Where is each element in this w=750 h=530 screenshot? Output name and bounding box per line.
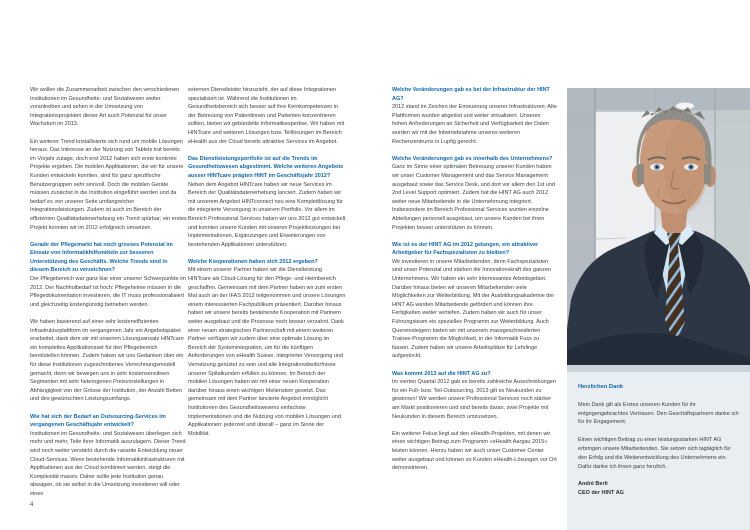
thanks-paragraph: Einen wichtigen Beitrag zu einer leistungsstarken HINT AG erbringen unsere Mitarbeitenden. Sie setzen sich tagtäglich für den Erfolg und die Weiterentwicklung des Unternehmens ein. Dafür danke ich ihnen ganz herzlich. xyxy=(578,437,731,470)
interview-question: Welche Kooperationen haben sich 2012 ergeben? xyxy=(188,258,318,265)
text-column-left xyxy=(30,86,187,507)
body-paragraph: Wir investieren in unsere Mitarbeitenden, denn Fachspezialisten sind unser Potenzial und stärken die Innovationskraft des ganzen Unternehmens. Wir haben ein sehr interessantes Arbeitsgebiet. Darüber hinaus bieten wir unseren Mitarbeitenden viele Möglichkeiten zur Weiterbildung. Mit der Ausbildungsakademie der HINT AG werden Mitarbeitende gefördert und können ihre Fertigkeiten weiter vertiefen. Zudem haben wir auch für unser Führungsteam ein spezielles Programm zur Weiterbildung. Auch Quereinsteigern bieten wir mit unserem massgeschneiderten Trainee-Programm die Möglichkeit, in der Informatik Fuss zu fassen. Zudem haben wir unsere Arbeitsplätze für Lehrlinge aufgestockt. xyxy=(392,258,555,360)
body-paragraph: Neben dem Angebot HINTcare haben wir neue Services im Bereich der Qualitätsdatenerhebung lanciert. Zudem haben wir mit unserem Angebot HINTconnect neu eine Komplettlösung für die integrierte Versorgung in unserem Portfolio. Vor allem im Bereich Professional Services haben wir uns 2012 gut entwickelt und konnten unsere Kunden mit unseren Projektleistungen bei Implementationen, Ergänzungen und Erweiterungen von bestehenden Applikationen unterstützen. xyxy=(188,181,346,248)
interview-question: Welche Veränderungen gab es bei der Infrastruktur der HINT AG? xyxy=(392,87,550,102)
thanks-paragraph: Mein Dank gilt als Erstes unseren Kunden für ihr entgegengebrachtes Vertrauen. Den Geschäftspartnern danke ich für ihr Engagement. xyxy=(578,401,739,426)
thanks-panel xyxy=(567,372,750,530)
interview-question: Was kommt 2013 auf die HINT AG zu? xyxy=(392,370,491,377)
text-column-middle xyxy=(188,86,346,447)
body-paragraph: Institutionen im Gesundheits- und Sozialwesen überlegen sich mehr und mehr, Teile ihrer Informatik auszulagern. Dieser Trend wird noch weiter verstärkt durch die rasante Entwicklung neuer Cloud-Services. Wenn bestehende Informatikinfrastrukturen mit Applikationen aus der Cloud kombiniert werden, steigt die Komplexität massiv. Daher sollte jede Institution genau abwägen, ob sie selbst in die Umsetzung investieren will oder einen xyxy=(30,430,186,497)
text-column-right xyxy=(392,86,557,481)
ceo-portrait-illustration xyxy=(567,88,750,372)
body-paragraph: Der Pflegebereich war ganz klar einer unserer Schwerpunkte im 2012. Der Nachholbedarf ist hoch: Pflegeheime müssen in die Pflegedokumentation investieren, die IT muss professionalisiert und gleichzeitig kostengünstig betrieben werden. xyxy=(30,276,186,308)
body-paragraph: Ein weiterer Fokus liegt auf den eHealth-Projekten, mit denen wir einen wichtigen Beitrag zum Programm «eHealth Aargau 2015» leisten können. Hierzu haben wir auch unser Customer Center weiter ausgebaut und können so Kunden eHealth-Lösungen vor Ort demonstrieren. xyxy=(392,430,557,472)
interview-question: Wie hat sich der Bedarf an Outsourcing-Services im vergangenen Geschäftsjahr entwickelt? xyxy=(30,413,166,429)
body-paragraph: Mit einem unserer Partner haben wir die Dienstleistung HINTcare als Cloud-Lösung für den Pflege- und Heimbereich geschaffen. Gemeinsam mit dem Partner haben wir zum ersten Mal auch an der IFAS 2012 teilgenommen und unsere Lösungen einem interessierten Fachpublikum präsentiert. Darüber hinaus haben wir unsere bereits bestehende Kooperation mit Partnern weiter ausgebaut und die Prozesse noch besser verzahnt. Dank einer neuen strategischen Partnerschaft mit einem weiteren Partner verfügen wir zudem über eine optimale Lösung im Bereich der Systemintegration, um für die künftigen Anforderungen von eHealth Suisse, integrierter Versorgung und Vernetzung gerüstet zu sein und alle Integrationsbedürfnisse unserer Spitalkunden erfüllen zu können. Im Bereich der mobilen Lösungen haben wir mit einer neuen Kooperation darüber hinaus einen wichtigen Meilenstein gesetzt. Das gemeinsam mit dem Partner lancierte Angebot ermöglicht Institutionen des Gesundheitswesens einfachste Implementationen und die Nutzung von mobilen Lösungen und Applikationen: jederzeit und überall – ganz im Sinne der Mobilität. xyxy=(188,267,346,437)
interview-question: Gerade der Pflegemarkt hat noch grosses Potenzial im Einsatz von Informatikhilfsmitteln zur besseren Unterstützung des Geschäfts. Welche Trends sind in diesem Bereich zu verzeichnen? xyxy=(30,241,173,274)
body-paragraph: Wir wollen die Zusammenarbeit zwischen den verschiedenen Institutionen im Gesundheits- und Sozialwesen weiter vorantreiben und sehen in der Umsetzung von Integrationsprojekten dieser Art auch Potenzial für unser Wachstum im 2013. xyxy=(30,87,180,128)
body-paragraph: externen Dienstleister hinzuzieht, der auf diese Integrationen spezialisiert ist. Während die Institutionen im Gesundheitsbereich sich besser auf ihre Kernkompetenzen in der Betreuung von Patientinnen und Patienten konzentrieren sollten, bieten wir gebündelte Informatikexpertise. Wir haben mit HINTcare und weiteren Lösungen bzw. Teillösungen im Bereich eHealth aus der Cloud bereits attraktive Services im Angebot. xyxy=(188,87,345,145)
signature-role: CEO der HINT AG xyxy=(578,489,624,496)
interview-question: Welche Veränderungen gab es innerhalb des Unternehmens? xyxy=(392,155,553,162)
body-paragraph: 2012 stand im Zeichen der Erneuerung unserer Infrastrukturen: Alte Plattformen wurden abgelöst und weiter virtualisiert. Unseren hohen Anforderungen an Sicherheit und Verfügbarkeit der Daten wurden wir mit der Inbetriebnahme unseres weiteren Rechenzentrums in Lupfig gerecht. xyxy=(392,104,557,145)
thanks-title: Herzlichen Dank xyxy=(578,384,624,390)
interview-question: Wie ist es der HINT AG im 2012 gelungen, ein attraktiver Arbeitgeber für Fachspezialisten zu bleiben? xyxy=(392,241,539,257)
body-paragraph: Wir haben basierend auf einer sehr kosteneffizienten Infrastrukturplattform im vergangenen Jahr ein Angebotspaket erarbeitet, dank dem wir mit unserem Lösungsansatz HINTcare ein komplettes Applikationsset für den Pflegebereich bereitstellen können. Zudem haben wir uns Gedanken über ein für diese Institutionen zugeschnittenes Verrechnungsmodell gemacht, denn wir bewegen uns in sehr kostensensitiven Segmenten mit sehr heterogenen Preisvorstellungen in Abhängigkeit von der Grösse der Institution, der Anzahl Betten und des gewünschten Leistungsumfangs. xyxy=(30,319,184,403)
interview-question: Das Dienstleistungsportfolio ist auf die Trends im Gesundheitswesen abgestimmt. Welche weiteren Angebote ausser HINTcare prägten HINT im Geschäftsjahr 2012? xyxy=(188,155,344,179)
body-paragraph: Ein weiterer Trend kristallisierte sich rund um mobile Lösungen heraus. Das Interesse an der Nutzung von Tablets trat bereits im Vorjahr zutage, doch erst 2012 haben sich erste konkrete Projekte ergeben. Die mobilen Applikationen, die wir für unsere Kunden entwickeln konnten, sind für ganz spezifische Benutzergruppen sehr sinnvoll. Doch die mobilen Geräte müssen zunächst in die Institution eingeführt werden und da bedarf es von unserer Seite umfangreicher Integrationsleistungen. Zudem ist auch im Bereich der effizienten Qualitätsdatenerhebung ein Trend spürbar; ein erstes Projekt konnten wir im 2012 erfolgreich umsetzen. xyxy=(30,138,187,231)
page-number: 4 xyxy=(30,502,34,508)
body-paragraph: Ganz im Sinne einer optimalen Betreuung unserer Kunden haben wir unser Customer Management und das Service Management ausgebaut sowie das Service Desk, und dort vor allem den 1st und 2nd Level Support optimiert. Zudem hat die HINT AG auch 2012 weiter neue Mitarbeitende in die Unternehmung integriert. Insbesondere im Bereich Professional Services wurden einzelne Abteilungen personell ausgebaut, um unsere Kunden bei ihren Projekten besser unterstützen zu können. xyxy=(392,164,555,231)
body-paragraph: Im vierten Quartal 2012 gab es bereits zahlreiche Ausschreibungen für ein Full- bzw. Teil-Outsourcing. 2013 gilt es Neukunden zu gewinnen! Wir werden unsere Professional Services noch stärker am Markt positionieren und sind bereits daran, zwei Projekte mit Neukunden in diesem Bereich umzusetzen. xyxy=(392,379,556,420)
signature-name: André Berli xyxy=(578,481,608,488)
ceo-portrait-photo xyxy=(567,88,750,372)
